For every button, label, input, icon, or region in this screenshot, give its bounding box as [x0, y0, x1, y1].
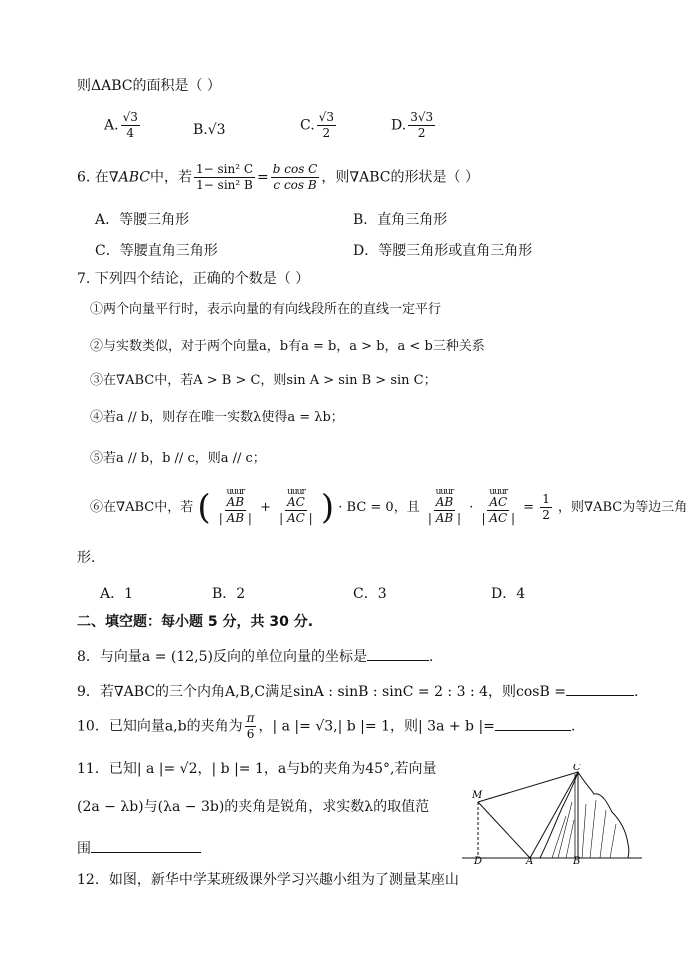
option-b: B.√3 [193, 122, 226, 138]
statement-3: ③在∇ABC中，若A > B > C，则sin A > sin B > sin C； [90, 373, 437, 388]
answer-blank[interactable] [566, 681, 634, 696]
q6-option-d: D．等腰三角形或直角三角形 [353, 243, 533, 259]
option-a: A. $\frac{√3}{4}$ [104, 110, 138, 141]
q6-option-a: A．等腰三角形 [95, 212, 190, 228]
question-12-line1: 12．如图，新华中学某班级课外学习兴趣小组为了测量某座山 [77, 872, 459, 888]
statement-4: ④若a // b，则存在唯一实数λ使得a = λb； [90, 410, 344, 425]
q7-option-d: D．4 [491, 586, 526, 602]
statement-2: ②与实数类似，对于两个向量a，b有a = b，a > b，a < b三种关系 [90, 339, 485, 354]
q7-option-b: B．2 [212, 586, 246, 602]
question-7: 7. 下列四个结论，正确的个数是（ ） [77, 271, 310, 287]
question-6: 6. 在∇ABC中，若 $\frac{\text{1− sin² C}}{\text{1− sin² B}}$ = $\frac{\text{b cos C}}{\text{c cos B}}$ ，则∇ABC的形状是（ ） [77, 162, 479, 193]
mountain-figure [462, 764, 642, 864]
statement-1: ①两个向量平行时，表示向量的有向线段所在的直线一定平行 [90, 302, 442, 317]
q6-option-b: B．直角三角形 [353, 212, 448, 228]
question-9: 9．若∇ABC的三个内角A,B,C满足sinA : sinB : sinC = 2 : 3 : 4，则cosB = . [77, 681, 638, 699]
question-11-line1: 11．已知| a |= √2，| b |= 1，a与b的夹角为45°,若向量 [77, 761, 437, 777]
question-8: 8．与向量a = (12,5)反向的单位向量的坐标是 . [77, 646, 433, 664]
option-d: D. $\frac{3√3}{2}$ [391, 110, 434, 141]
answer-blank[interactable] [91, 838, 201, 853]
label-c: C [573, 764, 581, 773]
statement-5: ⑤若a // b，b // c，则a // c； [90, 451, 266, 466]
question-11-line3: 围 [77, 838, 201, 856]
question-stem: 则ΔABC的面积是（ ） [77, 78, 221, 94]
q7-option-a: A．1 [100, 586, 134, 602]
section-heading: 二、填空题：每小题 5 分，共 30 分. [77, 614, 314, 630]
question-10: 10．已知向量a,b的夹角为 $\frac{\pi}{6}$ ，| a |= √3,| b |= 1，则| 3a + b |= . [77, 711, 576, 742]
label-d: D [474, 856, 483, 864]
label-a: A [526, 856, 534, 864]
question-11-line2: (2a − λb)与(λa − 3b)的夹角是锐角，求实数λ的取值范 [77, 799, 430, 815]
statement-6: ⑥在∇ABC中，若 ( uuur AB | AB | + uuur AC | AC | ) · BC = 0，且 uuur AB | AB | · uuur AC | AC | = $\frac{1}{2}$ ，则∇ABC为等边三角 [90, 487, 688, 528]
label-m: M [472, 790, 483, 801]
label-b: B [573, 856, 581, 864]
q6-option-c: C．等腰直角三角形 [95, 243, 218, 259]
option-c: C. $\frac{√3}{2}$ [300, 110, 334, 141]
statement-6-tail: 形. [77, 550, 96, 566]
answer-blank[interactable] [367, 646, 429, 661]
answer-blank[interactable] [495, 716, 571, 731]
q7-option-c: C．3 [353, 586, 387, 602]
